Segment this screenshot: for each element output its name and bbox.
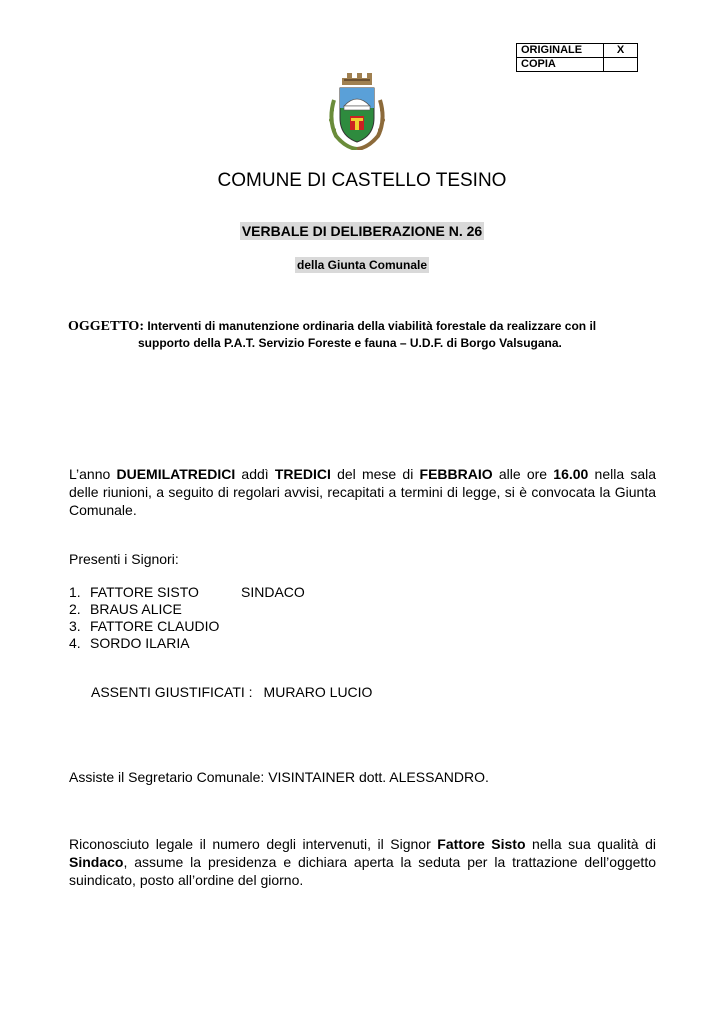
member-name: SORDO ILARIA [90,635,190,651]
oggetto-section [68,318,668,352]
member-number: 1. [69,584,81,600]
intro-text: L’anno [69,466,117,482]
page-title: COMUNE DI CASTELLO TESINO [217,170,507,191]
presenti-list [69,584,305,652]
verbale-heading [0,223,724,241]
oggetto-line-1: Interventi di manutenzione ordinaria della viabilità forestale da realizzare con il [147,319,597,333]
presidente-name: Fattore Sisto [437,836,526,852]
ricon-text: , assume la presidenza e dichiara aperta la seduta per la trattazione dell’oggetto suindicato, posto all’ordine del giorno. [69,854,656,888]
coat-of-arms-icon [326,70,388,150]
organo-label: della Giunta Comunale [296,258,428,272]
member-number: 2. [69,601,81,617]
status-label: ORIGINALE [517,44,604,58]
intro-text: nella sala delle riunioni, a seguito di regolari avvisi, recapitati a termini di legge, si è convocata la Giunta Comunale. [69,466,656,518]
member-name: FATTORE SISTO [90,584,199,600]
intro-paragraph [69,465,656,519]
assenti-label: ASSENTI GIUSTIFICATI : [91,684,253,700]
assenti-line [91,684,372,700]
original-copy-table [516,43,638,72]
assenti-names: MURARO LUCIO [263,684,373,700]
oggetto-label: OGGETTO: [68,319,144,334]
member-number: 4. [69,635,81,651]
intro-text: alle ore [492,466,554,482]
member-role: SINDACO [241,584,305,600]
anno-value: DUEMILATREDICI [116,466,236,482]
presidente-role: Sindaco [69,854,124,870]
intro-text: addì [235,466,275,482]
list-item [69,601,305,618]
status-mark [604,58,638,72]
verbale-number: VERBALE DI DELIBERAZIONE N. 26 [241,223,483,239]
list-item [69,618,305,635]
giorno-value: TREDICI [274,466,331,482]
member-number: 3. [69,618,81,634]
member-name: BRAUS ALICE [90,601,182,617]
list-item [69,584,305,601]
oggetto-line-2: supporto della P.A.T. Servizio Foreste e fauna – U.D.F. di Borgo Valsugana. [138,336,562,350]
ora-value: 16.00 [553,466,589,482]
status-label: COPIA [517,58,604,72]
status-row-copia [517,58,638,72]
ricon-text: nella sua qualità di [525,836,656,852]
organo-heading [0,256,724,274]
presenti-label: Presenti i Signori: [69,551,179,567]
mese-value: FEBBRAIO [419,466,493,482]
list-item [69,635,305,652]
ricon-text: Riconosciuto legale il numero degli intervenuti, il Signor [69,836,438,852]
status-row-originale [517,44,638,58]
segretario-line: Assiste il Segretario Comunale: VISINTAINER dott. ALESSANDRO. [69,769,489,785]
intro-text: del mese di [330,466,420,482]
riconosciuto-paragraph [69,835,656,889]
member-name: FATTORE CLAUDIO [90,618,220,634]
status-mark: X [604,44,638,58]
